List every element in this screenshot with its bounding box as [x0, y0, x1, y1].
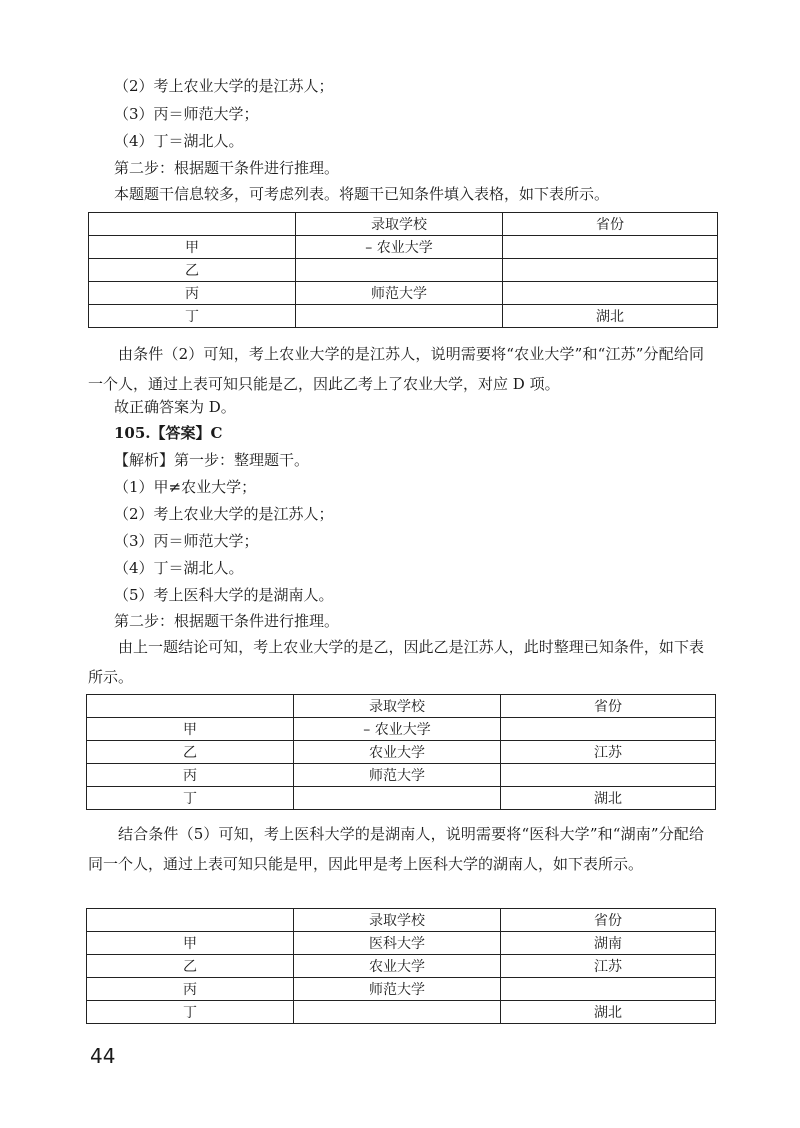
cell-school	[296, 259, 503, 282]
cell-person: 乙	[87, 955, 294, 978]
analysis-condition-4: （4）丁＝湖北人。	[114, 559, 244, 577]
header-empty	[87, 695, 294, 718]
cell-school: 师范大学	[294, 978, 501, 1001]
cell-province	[503, 282, 718, 305]
cell-province	[503, 259, 718, 282]
cell-province	[503, 236, 718, 259]
cell-school: – 农业大学	[294, 718, 501, 741]
header-province: 省份	[501, 695, 716, 718]
analysis-condition-3: （3）丙＝师范大学；	[114, 532, 259, 550]
analysis-condition-2: （2）考上农业大学的是江苏人；	[114, 505, 334, 523]
cell-province: 湖南	[501, 932, 716, 955]
cell-school: 师范大学	[294, 764, 501, 787]
cell-school: 农业大学	[294, 955, 501, 978]
cell-person: 乙	[89, 259, 296, 282]
analysis-heading: 【解析】第一步：整理题干。	[114, 451, 310, 469]
table-row	[89, 236, 718, 259]
cell-person: 甲	[89, 236, 296, 259]
table-row	[87, 741, 716, 764]
cell-province: 湖北	[501, 1001, 716, 1024]
cell-person: 丁	[89, 305, 296, 328]
cell-school	[296, 305, 503, 328]
table-row	[87, 955, 716, 978]
answer-line: 故正确答案为 D。	[114, 398, 236, 416]
cell-school: – 农业大学	[296, 236, 503, 259]
table-3	[86, 908, 716, 1024]
condition-3: （3）丙＝师范大学；	[114, 105, 259, 123]
reasoning-paragraph-1: 由条件（2）可知，考上农业大学的是江苏人，说明需要将“农业大学”和“江苏”分配给同一个人，通过上表可知只能是乙，因此乙考上了农业大学，对应 D 项。	[88, 345, 704, 393]
header-school: 录取学校	[296, 213, 503, 236]
table-row	[89, 282, 718, 305]
cell-person: 丙	[87, 978, 294, 1001]
table-row	[87, 787, 716, 810]
cell-school	[294, 787, 501, 810]
table-row	[89, 259, 718, 282]
cell-province	[501, 978, 716, 1001]
table-row	[87, 718, 716, 741]
cell-school: 师范大学	[296, 282, 503, 305]
table-row	[87, 764, 716, 787]
cell-person: 乙	[87, 741, 294, 764]
cell-school	[294, 1001, 501, 1024]
table-2	[86, 694, 716, 810]
header-empty	[89, 213, 296, 236]
table-header-row	[89, 213, 718, 236]
step-two-heading: 第二步：根据题干条件进行推理。	[114, 159, 340, 177]
analysis-step-two: 第二步：根据题干条件进行推理。	[114, 612, 340, 630]
table-header-row	[87, 909, 716, 932]
question-105-answer: 105.【答案】C	[114, 424, 223, 442]
analysis-condition-1: （1）甲≠农业大学；	[114, 478, 257, 496]
reasoning-paragraph-3: 结合条件（5）可知，考上医科大学的是湖南人，说明需要将“医科大学”和“湖南”分配给同一个人，通过上表可知只能是甲，因此甲是考上医科大学的湖南人，如下表所示。	[88, 825, 704, 873]
cell-province: 江苏	[501, 741, 716, 764]
cell-province: 湖北	[503, 305, 718, 328]
table-1	[88, 212, 718, 328]
cell-province	[501, 764, 716, 787]
table-header-row	[87, 695, 716, 718]
cell-school: 医科大学	[294, 932, 501, 955]
header-school: 录取学校	[294, 909, 501, 932]
cell-school: 农业大学	[294, 741, 501, 764]
condition-2: （2）考上农业大学的是江苏人；	[114, 77, 334, 95]
header-school: 录取学校	[294, 695, 501, 718]
cell-person: 甲	[87, 718, 294, 741]
table-row	[87, 978, 716, 1001]
cell-province: 湖北	[501, 787, 716, 810]
header-province: 省份	[503, 213, 718, 236]
cell-person: 丙	[87, 764, 294, 787]
table-intro: 本题题干信息较多，可考虑列表。将题干已知条件填入表格，如下表所示。	[114, 185, 610, 203]
reasoning-paragraph-2: 由上一题结论可知，考上农业大学的是乙，因此乙是江苏人，此时整理已知条件，如下表所示。	[88, 638, 704, 686]
page-number: 44	[90, 1044, 116, 1068]
header-province: 省份	[501, 909, 716, 932]
cell-person: 丙	[89, 282, 296, 305]
header-empty	[87, 909, 294, 932]
cell-province	[501, 718, 716, 741]
table-row	[87, 1001, 716, 1024]
analysis-condition-5: （5）考上医科大学的是湖南人。	[114, 586, 334, 604]
condition-4: （4）丁＝湖北人。	[114, 132, 244, 150]
cell-person: 丁	[87, 787, 294, 810]
table-row	[89, 305, 718, 328]
cell-province: 江苏	[501, 955, 716, 978]
cell-person: 甲	[87, 932, 294, 955]
cell-person: 丁	[87, 1001, 294, 1024]
table-row	[87, 932, 716, 955]
